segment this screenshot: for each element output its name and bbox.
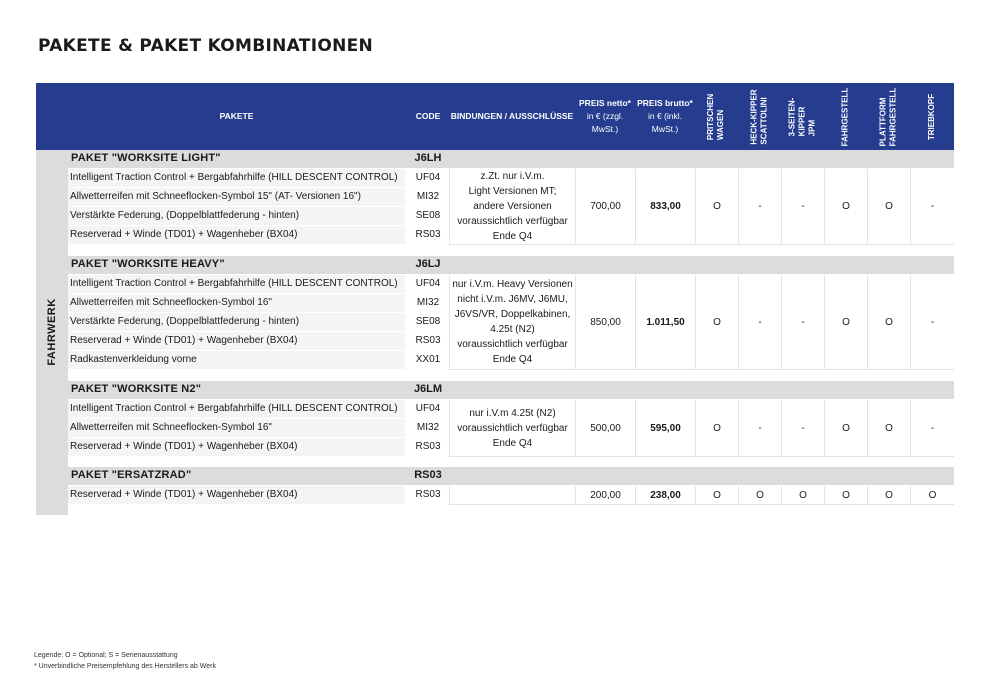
item-description: Allwetterreifen mit Schneeflocken-Symbol 16" bbox=[70, 297, 272, 308]
item-code: UF04 bbox=[415, 278, 441, 289]
package-name: PAKET "ERSATZRAD" bbox=[71, 469, 192, 481]
price-brutto: 1.011,50 bbox=[635, 275, 695, 370]
bindungen-line: J6VS/VR, Doppelkabinen, bbox=[454, 309, 571, 320]
header-preis-netto bbox=[575, 83, 635, 150]
package-header bbox=[68, 381, 954, 399]
item-code: UF04 bbox=[415, 403, 441, 414]
bindungen-line: Ende Q4 bbox=[492, 437, 533, 449]
legend-footnote: * Unverbindliche Preisempfehlung des Herstellers ab Werk bbox=[34, 663, 216, 670]
item-description: Verstärkte Federung, (Doppelblattfederung - hinten) bbox=[70, 316, 300, 327]
price-brutto: 833,00 bbox=[635, 169, 695, 245]
legend-line: Legende: O = Optional; S = Serienausstattung bbox=[34, 652, 178, 659]
bindungen-cell bbox=[449, 275, 575, 370]
header-bindungen: BINDUNGEN / AUSSCHLÜSSE bbox=[450, 111, 574, 121]
package-header bbox=[68, 256, 954, 274]
table-header bbox=[36, 83, 954, 150]
item-code: SE08 bbox=[415, 210, 441, 221]
availability-cell: O bbox=[695, 275, 738, 370]
item-description: Reserverad + Winde (TD01) + Wagenheber (BX04) bbox=[70, 489, 298, 500]
item-description: Intelligent Traction Control + Bergabfahrhilfe (HILL DESCENT CONTROL) bbox=[70, 278, 398, 289]
price-brutto: 595,00 bbox=[635, 400, 695, 457]
bindungen-line: voraussichtlich verfügbar bbox=[457, 422, 568, 434]
availability-cell: O bbox=[867, 486, 910, 505]
item-description: Verstärkte Federung, (Doppelblattfederung - hinten) bbox=[70, 210, 300, 221]
price-netto: 500,00 bbox=[575, 400, 635, 457]
header-body-label: 3-SEITEN- KIPPER JPM bbox=[787, 97, 817, 136]
availability-cell: O bbox=[824, 169, 867, 245]
bindungen-line: andere Versionen bbox=[473, 201, 552, 212]
price-netto: 850,00 bbox=[575, 275, 635, 370]
header-preis-brutto-sub2: MwSt.) bbox=[651, 124, 679, 134]
header-code: CODE bbox=[415, 111, 441, 121]
item-code: XX01 bbox=[415, 354, 441, 365]
item-code: RS03 bbox=[415, 441, 441, 452]
bindungen-line: Ende Q4 bbox=[492, 231, 533, 242]
bindungen-line: nicht i.V.m. J6MV, J6MU, bbox=[457, 294, 568, 305]
header-body-label: PLATTFORM FAHRGESTELL bbox=[878, 87, 898, 146]
availability-cell: - bbox=[738, 275, 781, 370]
header-preis-brutto bbox=[635, 83, 695, 150]
package-header bbox=[68, 150, 954, 168]
item-description: Reserverad + Winde (TD01) + Wagenheber (BX04) bbox=[70, 441, 298, 452]
price-brutto: 238,00 bbox=[635, 486, 695, 505]
item-description: Radkastenverkleidung vorne bbox=[70, 354, 197, 365]
header-preis-netto-label: PREIS netto* bbox=[579, 98, 631, 108]
bindungen-line: voraussichtlich verfügbar bbox=[457, 216, 568, 227]
item-code: RS03 bbox=[415, 335, 441, 346]
availability-cell: O bbox=[910, 486, 954, 505]
availability-cell: O bbox=[824, 400, 867, 457]
header-body-plattform bbox=[867, 83, 910, 150]
package-code: J6LJ bbox=[415, 258, 441, 270]
header-preis-brutto-label: PREIS brutto* bbox=[637, 98, 693, 108]
availability-cell: - bbox=[781, 275, 824, 370]
header-body-heckkipper bbox=[738, 83, 781, 150]
header-body-triebkopf bbox=[910, 83, 954, 150]
availability-cell: - bbox=[910, 169, 954, 245]
header-preis-netto-sub2: MwSt.) bbox=[591, 124, 619, 134]
availability-cell: - bbox=[781, 169, 824, 245]
availability-cell: O bbox=[738, 486, 781, 505]
item-description: Reserverad + Winde (TD01) + Wagenheber (BX04) bbox=[70, 229, 298, 240]
page-title: PAKETE & PAKET KOMBINATIONEN bbox=[38, 36, 374, 56]
package-name: PAKET "WORKSITE HEAVY" bbox=[71, 258, 225, 270]
bindungen-line: nur i.V.m. Heavy Versionen bbox=[452, 279, 573, 290]
item-code: RS03 bbox=[415, 489, 441, 500]
availability-cell: O bbox=[695, 486, 738, 505]
availability-cell: O bbox=[867, 169, 910, 245]
availability-cell: - bbox=[738, 169, 781, 245]
availability-cell: O bbox=[695, 400, 738, 457]
bindungen-line: 4.25t (N2) bbox=[490, 324, 535, 335]
item-code: UF04 bbox=[415, 172, 441, 183]
availability-cell: O bbox=[867, 275, 910, 370]
package-name: PAKET "WORKSITE LIGHT" bbox=[71, 152, 221, 164]
header-preis-netto-sub1: in € (zzgl. bbox=[586, 111, 624, 121]
package-code: RS03 bbox=[414, 469, 442, 481]
availability-cell: O bbox=[695, 169, 738, 245]
side-category bbox=[36, 150, 68, 515]
item-description: Intelligent Traction Control + Bergabfahrhilfe (HILL DESCENT CONTROL) bbox=[70, 172, 398, 183]
item-description: Allwetterreifen mit Schneeflocken-Symbol 15" (AT- Versionen 16") bbox=[70, 191, 361, 202]
header-preis-brutto-sub1: in € (inkl. bbox=[647, 111, 682, 121]
item-code: SE08 bbox=[415, 316, 441, 327]
package-code: J6LH bbox=[414, 152, 442, 164]
bindungen-line: Light Versionen MT; bbox=[468, 186, 557, 197]
header-body-pritschenwagen bbox=[695, 83, 738, 150]
header-body-label: HECK-KIPPER SCATTOLINI bbox=[749, 88, 769, 145]
item-code: MI32 bbox=[416, 422, 440, 433]
price-netto: 200,00 bbox=[575, 486, 635, 505]
bindungen-line: Ende Q4 bbox=[492, 354, 533, 365]
package-header bbox=[68, 467, 954, 485]
bindungen-cell bbox=[449, 169, 575, 245]
header-body-3seitenkipper bbox=[781, 83, 824, 150]
header-body-label: FAHRGESTELL bbox=[840, 87, 850, 146]
bindungen-line: nur i.V.m 4.25t (N2) bbox=[469, 407, 556, 419]
item-code: RS03 bbox=[415, 229, 441, 240]
package-code: J6LM bbox=[413, 383, 443, 395]
side-category-label: FAHRWERK bbox=[46, 298, 58, 366]
header-body-label: PRITSCHEN WAGEN bbox=[706, 93, 726, 140]
bindungen-line: z.Zt. nur i.V.m. bbox=[480, 171, 545, 182]
availability-cell: - bbox=[738, 400, 781, 457]
header-pakete: PAKETE bbox=[219, 111, 254, 121]
header-body-fahrgestell bbox=[824, 83, 867, 150]
package-name: PAKET "WORKSITE N2" bbox=[71, 383, 202, 395]
availability-cell: O bbox=[824, 486, 867, 505]
bindungen-cell bbox=[449, 400, 575, 457]
availability-cell: - bbox=[910, 275, 954, 370]
availability-cell: O bbox=[781, 486, 824, 505]
item-code: MI32 bbox=[416, 297, 440, 308]
item-description: Allwetterreifen mit Schneeflocken-Symbol 16" bbox=[70, 422, 272, 433]
availability-cell: O bbox=[867, 400, 910, 457]
availability-cell: O bbox=[824, 275, 867, 370]
bindungen-cell bbox=[449, 486, 575, 505]
price-netto: 700,00 bbox=[575, 169, 635, 245]
bindungen-line: voraussichtlich verfügbar bbox=[457, 339, 568, 350]
item-code: MI32 bbox=[416, 191, 440, 202]
availability-cell: - bbox=[781, 400, 824, 457]
header-body-label: TRIEBKOPF bbox=[927, 93, 937, 140]
item-description: Reserverad + Winde (TD01) + Wagenheber (BX04) bbox=[70, 335, 298, 346]
item-description: Intelligent Traction Control + Bergabfahrhilfe (HILL DESCENT CONTROL) bbox=[70, 403, 398, 414]
availability-cell: - bbox=[910, 400, 954, 457]
